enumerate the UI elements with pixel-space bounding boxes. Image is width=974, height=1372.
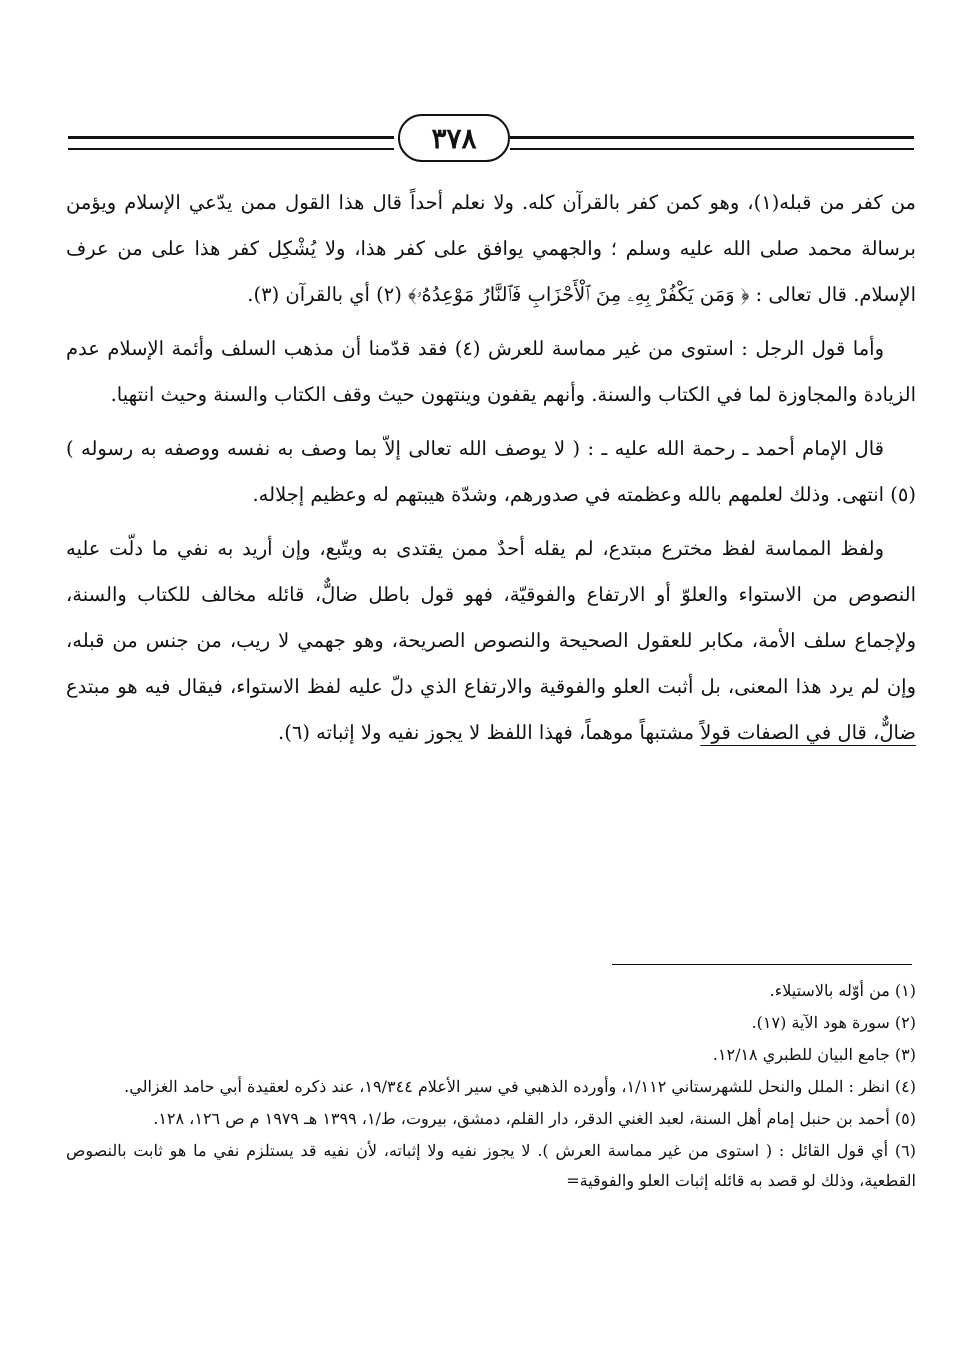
footnote-3: (٣) جامع البيان للطبري ١٢/١٨. (712, 1045, 916, 1064)
page-header (68, 108, 914, 168)
paragraph-4 (66, 526, 916, 756)
footnote-1: (١) من أوّله بالاستيلاء. (769, 981, 916, 1000)
footnote-2: (٢) سورة هود الآية (١٧). (751, 1013, 916, 1032)
main-text (66, 180, 916, 764)
paragraph-4-part-2: مشتبهاً موهماً، فهذا اللفظ لا يجوز نفيه ولا إثباته (٦). (278, 721, 701, 744)
paragraph-4-part-1: ولفظ المماسة لفظ مخترع مبتدع، لم يقله أحدٌ ممن يقتدى به ويتّبع، وإن أريد به نفي ما دلّت عليه النصوص من الاستواء والعلوّ أو الارتفاع والفوقيّة، فهو قول باطل ضالٌّ، قائله مخالف للكتاب والسنة، ولإجماع سلف الأمة، مكابر للعقول الصحيحة والنصوص الصريحة، وهو جهمي لا ريب، من جنس من قبله، وإن لم يرد هذا المعنى، بل أثبت العلو والفوقية والارتفاع الذي دلّ عليه لفظ الاستواء، فيقال فيه هو مبتدع (66, 537, 917, 698)
footnotes (66, 976, 916, 1198)
paragraph-3: قال الإمام أحمد ـ رحمة الله عليه ـ : ( لا يوصف الله تعالى إلاّ بما وصف به نفسه ووصفه به رسوله ) (٥) انتهى. وذلك لعلمهم بالله وعظمته في صدورهم، وشدّة هيبتهم له وعظيم إجلاله. (66, 437, 916, 506)
footnote-divider (612, 964, 912, 965)
header-rule-right (510, 136, 914, 150)
paragraph-1: من كفر من قبله(١)، وهو كمن كفر بالقرآن كله. ولا نعلم أحداً قال هذا القول ممن يدّعي الإسلام ويؤمن برسالة محمد صلى الله عليه وسلم ؛ والجهمي يوافق على كفر هذا، ولا يُشْكِل كفر هذا على من عرف الإسلام. قال تعالى : ﴿ وَمَن يَكْفُرْ بِهِۦ مِنَ ٱلْأَحْزَابِ فَٱلنَّارُ مَوْعِدُهُۥ﴾ (٢) أي بالقرآن (٣). (66, 191, 916, 306)
footnote-4: (٤) انظر : الملل والنحل للشهرستاني ١/١١٢، وأورده الذهبي في سير الأعلام ١٩/٣٤٤، عند ذكره لعقيدة أبي حامد الغزالي. (124, 1077, 916, 1096)
paragraph-2: وأما قول الرجل : استوى من غير مماسة للعرش (٤) فقد قدّمنا أن مذهب السلف وأئمة الإسلام عدم الزيادة والمجاوزة لما في الكتاب والسنة. وأنهم يقفون وينتهون حيث وقف الكتاب والسنة وحيث انتهيا. (66, 337, 916, 406)
underlined-phrase: ضالٌّ، قال في الصفات قولاً (700, 721, 916, 744)
footnote-5: (٥) أحمد بن حنبل إمام أهل السنة، لعبد الغني الدقر، دار القلم، دمشق، بيروت، ط/١، ١٣٩٩ هـ ١٩٧٩ م ص ١٢٦، ١٢٨. (153, 1109, 916, 1128)
footnote-6: (٦) أي قول القائل : ( استوى من غير مماسة العرش ). لا يجوز نفيه ولا إثباته، لأن نفيه قد يستلزم نفي ما هو ثابت بالنصوص القطعية، وذلك لو قصد به قائله إثبات العلو والفوقية= (66, 1141, 916, 1190)
header-rule-left (68, 136, 394, 150)
page-number: ٣٧٨ (398, 114, 510, 162)
